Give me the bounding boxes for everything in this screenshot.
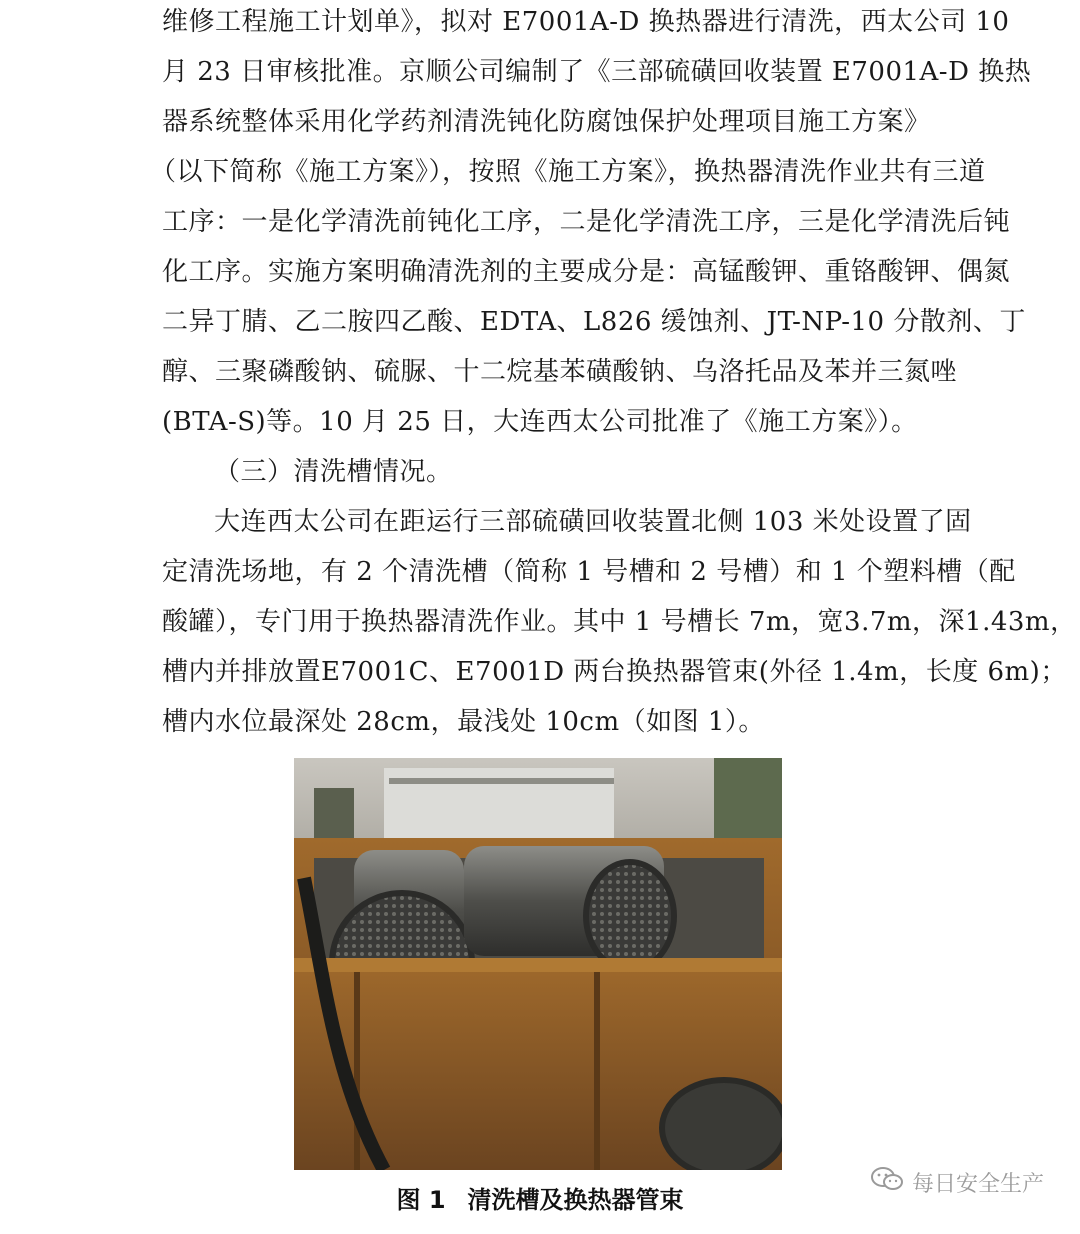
text-line: 醇、三聚磷酸钠、硫脲、十二烷基苯磺酸钠、乌洛托品及苯并三氮唑 [162,357,958,387]
text-line: 定清洗场地，有 2 个清洗槽（简称 1 号槽和 2 号槽）和 1 个塑料槽（配 [162,557,1016,587]
text-line: 器系统整体采用化学药剂清洗钝化防腐蚀保护处理项目施工方案》 [162,107,931,137]
wechat-icon [870,1166,904,1198]
text-line: 槽内水位最深处 28cm，最浅处 10cm（如图 1）。 [162,707,765,737]
figure-label: 图 1 [396,1186,446,1214]
text-line: 月 23 日审核批准。京顺公司编制了《三部硫磺回收装置 E7001A-D 换热 [162,57,1032,87]
text-line: （以下简称《施工方案》），按照《施工方案》，换热器清洗作业共有三道 [150,157,986,187]
text-line: 化工序。实施方案明确清洗剂的主要成分是：高锰酸钾、重铬酸钾、偶氮 [162,257,1011,287]
figure-photo [294,758,782,1170]
watermark-text: 每日安全生产 [911,1171,1044,1197]
text-line: 大连西太公司在距运行三部硫磺回收装置北侧 103 米处设置了固 [214,507,972,537]
figure-title: 清洗槽及换热器管束 [467,1186,684,1214]
text-line: 槽内并排放置E7001C、E7001D 两台换热器管束(外径 1.4m，长度 6m)； [162,657,1067,687]
text-line: 工序：一是化学清洗前钝化工序，二是化学清洗工序，三是化学清洗后钝 [162,207,1011,237]
text-line: 酸罐），专门用于换热器清洗作业。其中 1 号槽长 7m，宽3.7m，深1.43m， [162,607,1077,637]
watermark [870,1166,1044,1198]
section-heading: （三）清洗槽情况。 [214,457,453,487]
text-line: 二异丁腈、乙二胺四乙酸、EDTA、L826 缓蚀剂、JT-NP-10 分散剂、丁 [162,307,1026,337]
text-line: (BTA-S)等。10 月 25 日，大连西太公司批准了《施工方案》）。 [162,407,918,437]
text-line: 维修工程施工计划单》，拟对 E7001A-D 换热器进行清洗，西太公司 10 [162,7,1010,37]
